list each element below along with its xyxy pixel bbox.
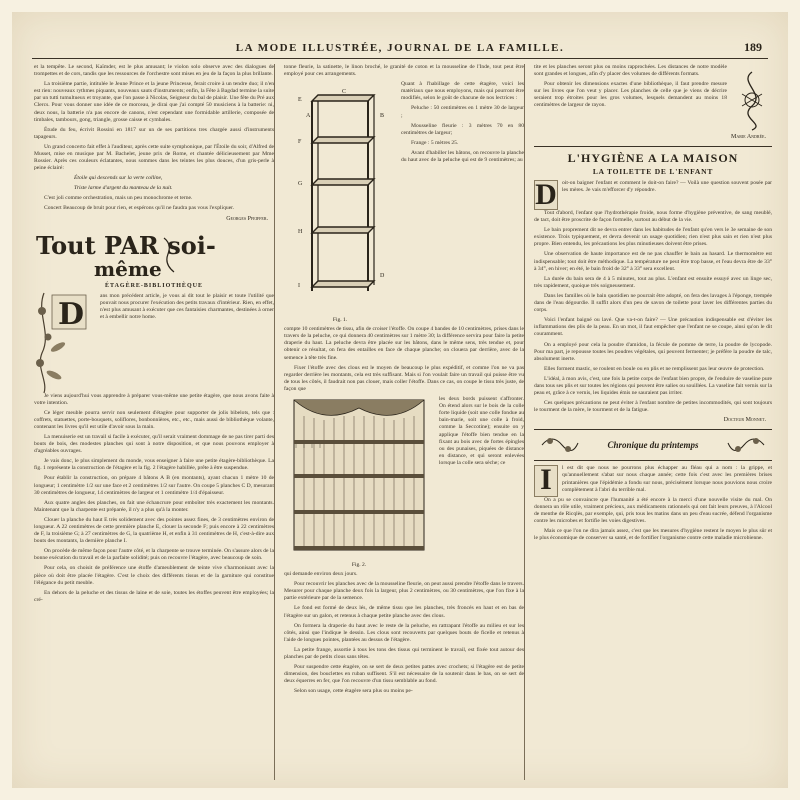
ornament-monogram-icon [732, 64, 772, 134]
decorative-title [34, 228, 216, 281]
svg-text:I: I [298, 283, 300, 290]
paragraph: Je viens aujourd'hui vous apprendre à préparer vous-même une petite étagère, que nous avons faite à votre intention. [34, 392, 274, 406]
paragraph: Le bain proprement dit ne devra entrer dans les habitudes de l'enfant qu'en vers le 3e semaine de son existence. Trois typiquement, et devra devenir un usage quotidien; rien n'est plus sain et rien n'est plus propre. Bien entendu, les précautions les plus minutieuses doivent être prises. [534, 227, 772, 248]
page-header [32, 38, 768, 59]
section-rule [534, 146, 772, 147]
paragraph: Un grand concerto fait effet à l'auditeur, après cette suite symphonique, par l'Étoile du soir, d'Alfred de Musset, mise en musique par M. Bachelet, jeune prix de Rome, et chantée délicieusement par Mme Rossier. Après ces couleurs éclatantes, nous sommes dans les teintes les plus douces, d'un gris-perle à peine éclairé: [34, 143, 274, 172]
paragraph: C'est joli comme orchestration, mais un peu monochrome et terne. [44, 195, 193, 202]
paragraph: La petite frange, assortie à tous les tons des tissus qui terminent le travail, est fixée tout autour des planches par de petits clous sans têtes. [284, 646, 524, 660]
svg-text:E: E [298, 97, 302, 104]
paragraph: On a pu se convaincre que l'humanité a été encore à la merci d'une nouvelle visite du mal. On donnera un rôle utile, vraiment précieux, aux médicaments rationnels qui ont fait leurs preuves, à l'Alcool de menthe de Ricqlès, par exemple, qui, pris tous les matins dans un peu d'eau sucrée, défend l'organisme contre les microbes et fortifie les voies digestives. [534, 496, 772, 524]
page [12, 12, 788, 788]
paragraph: les deux bords puissent s'affronter. On étend alors sur le bois de la colle forte liquide (soit une colle fondue au bain-marie, soit une colle à froid, comme la Seccotine); ensuite on y applique l'étoffe bien tendue en la fixant au bois avec de fortes épingles ou des punaises, piquées de distance en distance, et qui seront enlevées lorsque la colle sera sèche; ce [439, 396, 524, 466]
title-lettering: même [94, 256, 162, 281]
paragraph: On a employé pour cela la poudre d'amidon, la fécule de pomme de terre, la poudre de lycopode. Pour ma part, je repousse toutes les poudres végétales, qui peuvent fermenter; je préfère la poudre de talc, absolument inerte. [534, 341, 772, 362]
figure-side-text [439, 396, 524, 571]
paragraph: La durée du bain sera de 4 à 5 minutes, tout au plus. L'enfant est ensuite essuyé avec un linge sec, très rapidement, quoique très soigneusement. [534, 275, 772, 289]
dressed-etagere-illustration [284, 396, 434, 556]
svg-text:B: B [380, 113, 385, 120]
svg-text:G: G [298, 181, 303, 188]
paragraph: Avant d'habiller les bâtons, on recouvre la planche du haut avec de la peluche qui est de 9 centimètres; au [401, 149, 524, 164]
paragraph: Clouer la planche du haut E très solidement avec des pointes assez fines, de 3 centimètres environ de longueur. A 22 centimètres de cette première planche E, clouer la seconde F; puis encore à 22 centimètres de F, la troisième G; à 27 centimètres de G, la quatrième H, et enfin à 31 centimètres de H, c'est-à-dire aux bouts des montants, la dernière planche I. [34, 516, 274, 545]
figure-caption: Fig. 1. [332, 317, 348, 324]
verse-line: Étoile qui descends sur la verte colline, [74, 175, 163, 182]
verse-line: Triste larme d'argent du manteau de la nuit. [74, 185, 173, 192]
paragraph: L'idéal, à mon avis, c'est, une fois la petite corps de l'enfant bien propre, de l'enduire de vaseline pure dans tous ses plis et sur toutes les régions qui peuvent être salies ou souillées. La vaseline fait vernis sur la peau et, grâce à ce vernis, les liquides émis ne sauraient pas irriter. [534, 375, 772, 397]
figure-1-block [284, 81, 524, 326]
paragraph: Pour cela, on choisit de préférence une étoffe d'ameublement de teinte vive s'harmonisant avec la pièce où doit être placée l'étagère. C'est le choix des différents tissus et de la garniture qui constitue l'élégance du petit meuble. [34, 565, 274, 586]
paragraph: Frange : 5 mètres 25. [411, 139, 459, 146]
paragraph: Pour suspendre cette étagère, on se sert de deux petites pattes avec crochets; si l'étagère est de petite dimension, des bouclettes en ruban suffisent. S'il est nécessaire de la soutenir dans le bas, on se sert de deux équerres en fer, que l'on recouvre d'un tissu semblable au fond. [284, 664, 524, 685]
column-middle [284, 64, 524, 780]
paragraph: tonne fleurie, la satinette, le linon broché, le granité de coton et la mousseline de l'Inde, tout peut être employé pour ces arrangements. [284, 64, 524, 78]
paragraph: Une observation de haute importance est de ne pas chauffer le bain au hasard. Le thermomètre est indispensable; tout doit être méthodique. La température ne peut être trop basse, et l'eau devra être de 33° à 34°, en hiver; en été, le bain froid de 32° à 33° sera excellent. [534, 251, 772, 272]
title-lettering: Tout PAR soi- [36, 230, 216, 260]
paragraph: Tout d'abord, l'enfant que l'hydrothérapie froide, nous forme d'hygiène préventive, de sang meublé, de tact, doit être proscrite de façon formelle, surtout au début de la vie. [534, 210, 772, 224]
floral-ornament-icon [726, 433, 766, 457]
column-left [34, 64, 274, 780]
dropcap-block [534, 180, 772, 210]
figure-2 [284, 396, 434, 571]
dropcap-letter: I [534, 465, 558, 496]
section-title: L'HYGIÈNE A LA MAISON [567, 151, 739, 165]
svg-text:C: C [342, 89, 347, 96]
figure-2-block [284, 396, 524, 571]
dropcap-letter: D [58, 296, 85, 332]
paragraph: Peluche : 50 centimètres en 1 mètre 30 de largeur ; [401, 105, 524, 119]
materials-list [401, 81, 524, 326]
etagere-frame-illustration [284, 81, 396, 311]
column-divider [524, 64, 525, 780]
chronique-title: Chronique du printemps [607, 440, 699, 451]
svg-text:A: A [306, 113, 311, 120]
paragraph: La menuiserie est un travail si facile à exécuter, qu'il serait vraiment dommage de ne pas tirer parti des bouts de bois, des modestes planches qui sont à notre disposition, et que nous pouvons employer à d'agréables ouvrages. [34, 433, 274, 455]
paragraph: Mousseline fleurie : 3 mètres 70 en 80 centimètres de largeur; [401, 122, 524, 136]
paragraph: Pour obtenir les dimensions exactes d'une bibliothèque, il faut prendre mesure sur les livres que l'on veut y placer. Les planches de celle que je viens de décrire seraient trop étroites pour les gros volumes, lesquels demandent au moins 18 centimètres de largeur de rayon. [534, 81, 727, 109]
paragraph: oit-on baigner l'enfant et comment le doit-on faire? — Voilà une question souvent posée par les mères. Je vais m'efforcer d'y répondre. [562, 180, 772, 194]
floral-illustration [34, 293, 96, 393]
paragraph: Ces quelques précautions ne peut éviter à l'enfant nombre de petites incommodités, qui sont toujours le tourment de la mère, le tourment et de la fatigue. [534, 400, 772, 414]
svg-text:F: F [298, 139, 302, 146]
column-right [534, 64, 772, 780]
paragraph: et la tempête. Le second, Kaïmder, est le plus amusant; le violon solo observe avec des dialogues de trompettes et de cors, tandis que les ressources de l'orchestre sont mises en jeu de la façon la plus brillante. [34, 64, 274, 78]
column-divider [274, 64, 275, 780]
paragraph: l est dit que nous ne pourrons plus échapper au fléau qui a nom : la grippe, et qu'annuellement s'abat sur nous chaque année; cette fois c'est avec les premières brises printanières que l'épidémie a fondu sur nous, précisément lorsque nous pouvions nous croire complètement à l'abri du terrible mal. [562, 465, 772, 493]
dropcap-block [34, 293, 274, 393]
paragraph: Dans les familles où le bain quotidien ne pourrait être adopté, on fera des lavages à l'éponge, trempée dans de l'eau dégourdie. Il suffit alors d'un peu de savon de toilette pour laver les différentes parties du corps. [534, 292, 772, 314]
page-number: 189 [744, 40, 762, 54]
paragraph: Ce léger meuble pourra servir non seulement d'étagère pour supporter de jolis bibelots, tels que : coffrets, statuettes, porte-bouquets, soliflores, bonbonnières, etc., etc., mais aussi de bibliothèque volante, contenant les livres qu'il est utile d'avoir sous la main. [34, 409, 274, 430]
paragraph: tite et les planches seront plus ou moins rapprochées. Les distances de notre modèle sont grandes et longues, afin d'y placer des volumes de différents formats. [534, 64, 727, 78]
paragraph: La troisième partie, intitulée le Jeune Prince et la jeune Princesse, ferait croire à un tendre duo; il n'en est rien: nouveaux rythmes piquants, nouveaux sauts d'instruments; enfin, la Fête à Bagdad termine la suite par un tutti tumultueux et troyante, que l'on passe à Nicolas, Seigneur du bal de plaisir. Une fête du Pré aux Clercs. Pour vous donner une idée de ce morceau, je dirai que j'ai compté 50 musiciens à la batterie: ni, deux nous, la batterie n'a pas encore de canons, n'est cependant une formidable artillerie, composée de timbales, tambours, gong, triangle, grosse caisse et cymbales. [34, 81, 274, 123]
chronique-banner [534, 429, 772, 461]
paragraph: ans mon précédent article, je vous ai dit tout le plaisir et toute l'utilité que pouvait nous procurer l'exécution des petits travaux d'intérieur. Rien, en effet, n'est plus amusant à exécuter que ces fantaisies charmantes, destinées à orner et à embellir notre home. [100, 292, 274, 320]
paragraph: Fixer l'étoffe avec des clous est le moyen de beaucoup le plus expéditif, et comme l'on ne va pas regarder derrière les montants, cela est très suffisant. Mais si l'on voulait faire un travail qui puisse être vu de tous les côtés, il faudrait non pas clouer, mais coller l'étoffe. Dans ce cas, on coupe le tissu très juste, de façon que [284, 364, 524, 392]
svg-text:H: H [298, 229, 303, 236]
dropcap-block [534, 465, 772, 496]
svg-text:D: D [380, 273, 385, 280]
floral-ornament-icon [540, 433, 580, 457]
paragraph: Voici l'enfant baigné ou lavé. Que va-t-on faire? — Une précaution indispensable est d'éviter les inflammations des plis de la peau. En un mot, il faut empêcher que l'enfant ne se coupe, ainsi qu'on le dit couramment. [534, 317, 772, 338]
paragraph: Le fond est formé de deux lés, de même tissu que les planches, très froncés en haut et en bas de l'étagère sur un galon, et retenus à chaque petite planche avec des clous. [284, 605, 524, 619]
paragraph: Quant à l'habillage de cette étagère, voici les matériaux que nous employons, mais qui pourront être modifiés, selon le goût de chacune de nos lectrices : [401, 81, 524, 102]
figure-caption: Fig. 2. [351, 562, 367, 569]
paragraph: Pour recouvrir les planches avec de la mousseline fleurie, on peut aussi prendre l'étoffe dans le travers. Mesurer pour chaque planche deux fois la largeur, plus 2 centimètres, ou 30 centimètres, que l'on fixe à la partie extérieure par de la semence. [284, 581, 524, 602]
decorative-title-svg [34, 228, 216, 281]
figure-1 [284, 81, 396, 326]
paragraph: Mais ce que l'on ne dira jamais assez, c'est que les mesures d'hygiène restent le moyen le plus sûr et le plus économique de conserver sa santé, et de fortifier l'organisme contre cette maladie microbienne. [534, 528, 772, 542]
author-signature: Docteur Monnet. [723, 417, 766, 424]
author-signature: Marie Andrée. [730, 134, 766, 140]
paragraph: On procède de même façon pour l'autre côté, et la charpente se trouve terminée. On s'assure alors de la bonne exécution du travail et de la parfaite solidité; puis on recouvre l'étagère, avec beaucoup de soin. [34, 548, 274, 562]
paragraph: Concert Beaucoup de bruit pour rien, et espérons qu'il ne faudra pas vous l'expliquer. [44, 205, 235, 212]
journal-title: LA MODE ILLUSTRÉE, JOURNAL DE LA FAMILLE. [235, 42, 565, 54]
paragraph: En dehors de la peluche et des tissus de laine et de soie, toutes les étoffes peuvent être employées; la cré- [34, 589, 274, 603]
paragraph: Aux quatre angles des planches, on fait une échancrure pour emboîter très exactement les montants. Maintenant que la charpente est préparée, il n'y a plus qu'à la monter. [34, 499, 274, 513]
paragraph: qui demande environ deux jours. [284, 571, 358, 578]
paragraph: Elles forment mastic, se roulent en boule ou en plis et ne remplissent pas leur œuvre de protection. [544, 365, 765, 372]
paragraph: Étude du feu, écrivit Rossini en 1817 sur un de ses partitions tres chargée aussi d'instruments tapageurs. [34, 126, 274, 140]
author-signature: Georges Pfeiffer. [226, 215, 268, 222]
article-subtitle: ÉTAGÈRE-BIBLIOTHÈQUE [105, 282, 203, 289]
paragraph: Pour établir la construction, on prépare 4 bâtons A B (en montants), ayant chacun 1 mètre 10 de longueur; 1 centimètre 1/2 sur une face et 2 centimètres 1/2 sur l'autre. On coupe 5 planches C D, mesurant 30 centimètres de longueur, 14 centimètres de largeur et 1 centimètre 1/4 d'épaisseur. [34, 475, 274, 496]
paragraph: Je vais donc, le plus simplement du monde, vous enseigner à faire une petite étagère-bibliothèque. La fig. 1 représente la construction de l'étagère et la fig. 2 l'étagère habillée, prête à être suspendue. [34, 458, 274, 472]
section-subtitle: LA TOILETTE DE L'ENFANT [592, 167, 714, 176]
paragraph: compte 10 centimètres de tissu, afin de croiser l'étoffe. On coupe 4 bandes de 10 centimètres, prises dans le travers de la peluche, ce qui donnera 40 centimètres sur 1 mètre 30; la différence servira pour faire la petite draperie du haut. La peluche devra être placée sur les bâtons, dans le même sens, très tendue et, pour obtenir ce résultat, on fera des entailles en face de chaque planche; on clouera par derrière, avec de la semence à tête très fine. [284, 326, 524, 361]
intro-text [534, 64, 727, 134]
dropcap-letter: D [535, 178, 557, 211]
intro-block [534, 64, 772, 134]
paragraph: Selon son usage, cette étagère sera plus ou moins pe- [294, 688, 413, 695]
paragraph: On formera la draperie du haut avec le reste de la peluche, en rattrapant l'étoffe au milieu et sur les côtés, ainsi que l'indique le dessin. Les clous sont recouverts par quelques bouts de ficelle et retenus à l'aide de longues pointes, plantées au dessus de l'étagère. [284, 622, 524, 643]
